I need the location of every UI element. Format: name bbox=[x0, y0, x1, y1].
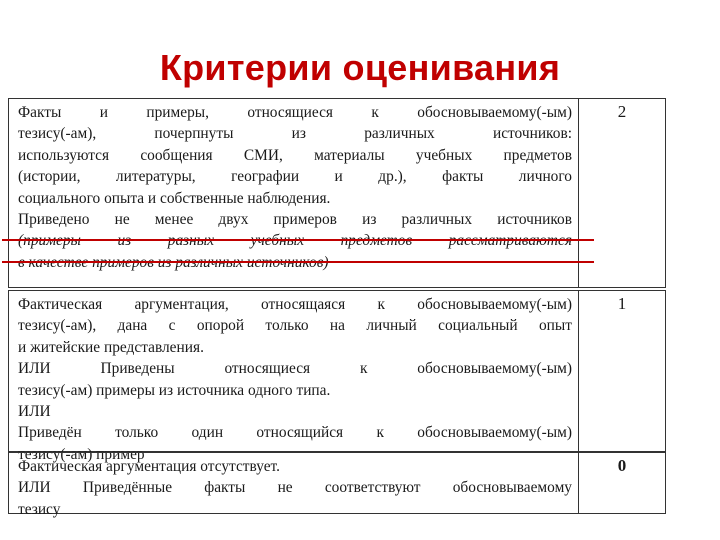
criteria-text-line: тезису(-ам) примеры из источника одного типа. bbox=[18, 381, 331, 399]
criteria-row-score-1 bbox=[8, 290, 666, 463]
criteria-text-line: используются сообщения СМИ, материалы учебных предметов bbox=[18, 146, 572, 164]
criteria-row-score-2 bbox=[8, 98, 666, 288]
red-underline bbox=[2, 239, 594, 241]
criteria-text-line: ИЛИ bbox=[18, 403, 51, 421]
criteria-text-line: ИЛИ Приведённые факты не соответствуют обосновываемому bbox=[18, 479, 572, 497]
criteria-text-line: ИЛИ Приведены относящиеся к обосновываемому(-ым) bbox=[18, 360, 572, 378]
criteria-score: 1 bbox=[617, 294, 627, 313]
criteria-row-score-0 bbox=[8, 452, 666, 518]
criteria-score: 2 bbox=[617, 102, 627, 121]
criteria-text-line bbox=[18, 230, 572, 251]
criteria-table bbox=[8, 98, 666, 516]
criteria-text-line: Фактическая аргументация отсутствует. bbox=[18, 458, 280, 475]
criteria-text-line: социального опыта и собственные наблюдения. bbox=[18, 189, 331, 207]
criteria-text-line: тезису bbox=[18, 500, 61, 518]
criteria-text-line: тезису(-ам) пример bbox=[18, 445, 145, 463]
criteria-description bbox=[9, 453, 579, 518]
criteria-text-line: (истории, литературы, географии и др.), факты личного bbox=[18, 168, 572, 186]
criteria-text-line: тезису(-ам), дана с опорой только на личный социальный опыт bbox=[18, 317, 572, 335]
criteria-description bbox=[9, 291, 579, 463]
criteria-description bbox=[9, 99, 579, 287]
criteria-text-line: тезису(-ам), почерпнуты из различных источников: bbox=[18, 125, 572, 143]
criteria-text-line: Приведён только один относящийся к обосновываемому(-ым) bbox=[18, 424, 572, 442]
criteria-score: 0 bbox=[617, 456, 627, 475]
criteria-text-line: Факты и примеры, относящиеся к обосновываемому(-ым) bbox=[18, 104, 572, 121]
criteria-text-line: Фактическая аргументация, относящаяся к обосновываемому(-ым) bbox=[18, 296, 572, 313]
red-underline bbox=[2, 261, 594, 263]
criteria-text-line: Приведено не менее двух примеров из различных источников bbox=[18, 211, 572, 229]
slide-title: Критерии оценивания bbox=[159, 47, 561, 88]
criteria-text-line: и житейские представления. bbox=[18, 338, 204, 356]
